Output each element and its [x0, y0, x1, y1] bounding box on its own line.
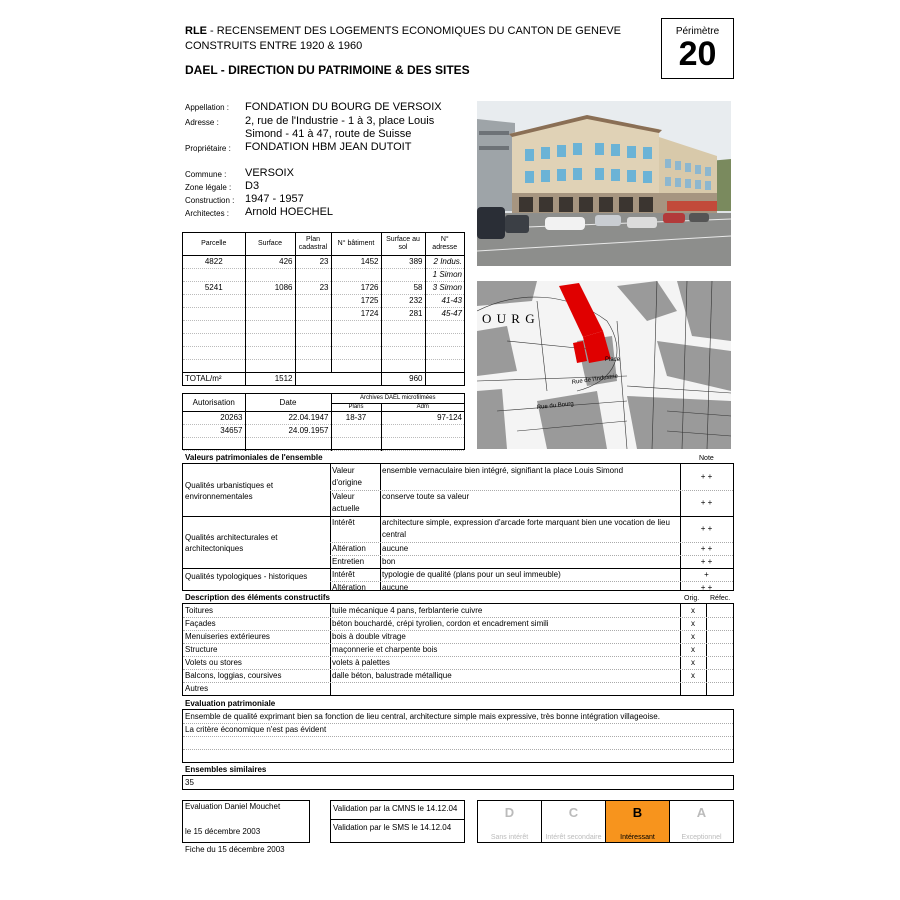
- rating-label: Exceptionnel: [681, 834, 722, 841]
- auth-cell-plans: [331, 424, 381, 437]
- description-text: volets à palettes: [332, 658, 390, 667]
- table-row: [183, 307, 464, 320]
- parcel-cell-surface: [245, 307, 295, 320]
- column-divider: [330, 464, 331, 590]
- rating-label: Intéressant: [620, 834, 655, 841]
- rating-label: Sans intérêt: [490, 834, 529, 841]
- parcel-cell-batiment: [331, 346, 381, 359]
- description-orig: x: [691, 671, 695, 680]
- valeurs-note: +: [704, 569, 709, 579]
- valeurs-sub-label: Intérêt: [332, 570, 355, 579]
- auth-cell-plans: 18-37: [331, 411, 381, 424]
- rating-letter: B: [632, 805, 643, 820]
- valeurs-text: architecture simple, expression d'arcade forte marquant bien une vocation de lieu central: [382, 518, 670, 539]
- rating-cell-d: [478, 801, 542, 842]
- ensembles-box: [182, 775, 734, 790]
- map-label-bourg: Rue du Bourg: [536, 401, 575, 411]
- parcel-cell-adresse: 3 Simon: [425, 281, 464, 294]
- parcel-cell-plan: [295, 294, 331, 307]
- description-text: tuile mécanique 4 pans, ferblanterie cuivre: [332, 606, 483, 615]
- auth-cell-adm: [381, 424, 464, 437]
- parcel-cell-batiment: 1452: [331, 255, 381, 268]
- valeurs-text: aucune: [382, 544, 409, 553]
- description-label: Toitures: [185, 606, 214, 615]
- valeurs-note: + +: [700, 556, 713, 566]
- parcel-cell-parcelle: [183, 320, 245, 333]
- parcel-cell-batiment: 1725: [331, 294, 381, 307]
- architectes-value: Arnold HOECHEL: [245, 206, 334, 218]
- parcel-cell-batiment: [331, 268, 381, 281]
- parcel-cell-parcelle: [183, 307, 245, 320]
- parcel-cell-sol: [381, 359, 425, 372]
- rating-label: Intérêt secondaire: [545, 834, 602, 841]
- parcel-cell-plan: [295, 268, 331, 281]
- building-photo: [477, 101, 731, 266]
- parcel-header-batiment: N° bâtiment: [331, 233, 381, 255]
- valeurs-text: aucune: [382, 583, 409, 592]
- cadastral-map-drawing: [477, 281, 731, 449]
- parcel-cell-sol: 58: [381, 281, 425, 294]
- parcel-table: [182, 232, 465, 386]
- parcel-cell-plan: [295, 320, 331, 333]
- description-orig: x: [691, 619, 695, 628]
- parcel-total-empty: [295, 372, 331, 385]
- map-label-place: Place: [605, 357, 621, 363]
- description-orig: x: [691, 606, 695, 615]
- table-row: [183, 268, 464, 281]
- fiche-date: Fiche du 15 décembre 2003: [185, 845, 285, 854]
- parcel-cell-surface: [245, 346, 295, 359]
- valeurs-note: + +: [700, 543, 713, 553]
- auth-header-adm: Adm: [381, 403, 464, 411]
- valeurs-text: bon: [382, 557, 396, 566]
- commune-label: Commune :: [185, 170, 227, 179]
- valeurs-note: + +: [700, 498, 713, 507]
- auth-header-date: Date: [245, 394, 331, 411]
- description-text: dalle béton, balustrade métallique: [332, 671, 452, 680]
- rating-letter: A: [696, 805, 707, 820]
- validation-sms: Validation par le SMS le 14.12.04: [333, 823, 452, 832]
- valeurs-note-label: Note: [699, 455, 714, 462]
- description-title: Description des éléments constructifs: [185, 593, 330, 602]
- header-subtitle: CONSTRUITS ENTRE 1920 & 1960: [185, 40, 363, 52]
- auth-rows: [183, 411, 464, 450]
- valeurs-group-label: Qualités typologiques - historiques: [185, 572, 308, 581]
- perimetre-label: Périmètre: [675, 26, 720, 37]
- valeurs-sub-label: Altération: [332, 544, 366, 553]
- row-divider: [183, 643, 733, 644]
- table-row: [183, 255, 464, 268]
- parcel-cell-sol: [381, 333, 425, 346]
- description-text: maçonnerie et charpente bois: [332, 645, 438, 654]
- parcel-header-parcelle: Parcelle: [183, 233, 245, 255]
- architectes-label: Architectes :: [185, 209, 230, 218]
- ensembles-value: 35: [185, 778, 194, 787]
- valeurs-title: Valeurs patrimoniales de l'ensemble: [185, 453, 323, 462]
- column-divider: [380, 464, 381, 590]
- auth-cell-empty: [381, 437, 464, 450]
- construction-label: Construction :: [185, 196, 235, 205]
- parcel-cell-batiment: [331, 359, 381, 372]
- parcel-cell-sol: 281: [381, 307, 425, 320]
- evaluation-signature-box: [182, 800, 310, 843]
- description-orig-label: Orig.: [684, 595, 700, 602]
- rating-cell-a: [670, 801, 733, 842]
- parcel-cell-surface: 426: [245, 255, 295, 268]
- parcel-cell-plan: [295, 346, 331, 359]
- parcel-rows: [183, 255, 464, 372]
- table-row: [183, 359, 464, 372]
- perimetre-value: 20: [678, 35, 717, 73]
- auth-table: [182, 393, 465, 450]
- parcel-total-label: TOTAL/m²: [183, 372, 245, 385]
- auth-cell-empty: [331, 437, 381, 450]
- parcel-cell-plan: [295, 307, 331, 320]
- row-divider: [183, 656, 733, 657]
- parcel-total-empty: [425, 372, 464, 385]
- parcel-cell-surface: [245, 320, 295, 333]
- description-label: Volets ou stores: [185, 658, 242, 667]
- adresse-line-2: Simond - 41 à 47, route de Suisse: [245, 128, 412, 140]
- parcel-cell-parcelle: 5241: [183, 281, 245, 294]
- appellation-label: Appellation :: [185, 103, 230, 112]
- rle-label: RLE: [185, 25, 207, 37]
- valeurs-text: conserve toute sa valeur: [382, 492, 470, 501]
- row-divider: [183, 682, 733, 683]
- rating-cell-c: [542, 801, 606, 842]
- parcel-total-surface: 1512: [245, 372, 295, 385]
- valeurs-note: + +: [700, 582, 713, 592]
- parcel-cell-adresse: [425, 333, 464, 346]
- description-text: bois à double vitrage: [332, 632, 406, 641]
- description-label: Autres: [185, 684, 209, 693]
- description-label: Menuiseries extérieures: [185, 632, 270, 641]
- header-title: [185, 25, 621, 37]
- table-row: [183, 437, 464, 450]
- parcel-cell-adresse: 41-43: [425, 294, 464, 307]
- dael-title: DAEL - DIRECTION DU PATRIMOINE & DES SITES: [185, 63, 470, 77]
- map-label-ourg: O U R G: [482, 311, 536, 326]
- parcel-cell-surface: [245, 294, 295, 307]
- parcel-cell-adresse: 2 Indus.: [425, 255, 464, 268]
- parcel-cell-sol: [381, 346, 425, 359]
- auth-cell-empty: [183, 437, 245, 450]
- valeurs-group-label: Qualités urbanistiques et environnementales: [185, 481, 274, 501]
- auth-cell-empty: [245, 437, 331, 450]
- parcel-cell-adresse: 1 Simon: [425, 268, 464, 281]
- evaluation-line-1: Ensemble de qualité exprimant bien sa fonction de lieu central, architecture simple mais expressive, très bonne intégration villageoise.: [185, 712, 660, 721]
- valeurs-text: typologie de qualité (plans pour un seul immeuble): [382, 570, 561, 579]
- proprietaire-value: FONDATION HBM JEAN DUTOIT: [245, 141, 412, 153]
- valeurs-sub-label: Altération: [332, 583, 366, 592]
- auth-header-autorisation: Autorisation: [183, 394, 245, 411]
- description-refec-label: Réfec.: [710, 595, 731, 602]
- parcel-cell-adresse: 45-47: [425, 307, 464, 320]
- parcel-grid: [183, 233, 464, 385]
- auth-cell-autorisation: 34657: [183, 424, 245, 437]
- cadastral-map: [477, 281, 731, 449]
- table-row: [183, 411, 464, 424]
- parcel-header-sol: Surface au sol: [381, 233, 425, 255]
- parcel-total-empty: [331, 372, 381, 385]
- parcel-cell-batiment: 1724: [331, 307, 381, 320]
- valeurs-sub-label: Entretien: [332, 557, 365, 566]
- parcel-cell-parcelle: [183, 268, 245, 281]
- valeurs-group-label: Qualités architecturales et architectoniques: [185, 533, 278, 553]
- rle-text: - RECENSEMENT DES LOGEMENTS ECONOMIQUES DU CANTON DE GENEVE: [207, 25, 621, 37]
- auth-header-archives: Archives DAEL microfilmées: [331, 394, 464, 403]
- adresse-label: Adresse :: [185, 118, 219, 127]
- appellation-value: FONDATION DU BOURG DE VERSOIX: [245, 101, 442, 113]
- adresse-line-1: 2, rue de l'Industrie - 1 à 3, place Louis: [245, 115, 435, 127]
- ensembles-title: Ensembles similaires: [185, 765, 267, 774]
- construction-value: 1947 - 1957: [245, 193, 304, 205]
- valeurs-sub-label: Valeur d'origine: [332, 466, 362, 487]
- parcel-total-sol: 960: [381, 372, 425, 385]
- valeurs-text: ensemble vernaculaire bien intégré, signifiant la place Louis Simond: [382, 466, 624, 475]
- table-row: [183, 424, 464, 437]
- description-table: [182, 603, 734, 696]
- parcel-header-adresse: N° adresse: [425, 233, 464, 255]
- description-text: béton bouchardé, crépi tyrolien, cordon et encadrement simili: [332, 619, 549, 628]
- description-orig: x: [691, 645, 695, 654]
- parcel-cell-parcelle: 4822: [183, 255, 245, 268]
- parcel-cell-sol: 232: [381, 294, 425, 307]
- parcel-cell-plan: 23: [295, 255, 331, 268]
- validation-cmns: Validation par la CMNS le 14.12.04: [333, 804, 458, 813]
- rating-letter: D: [504, 805, 515, 820]
- parcel-cell-batiment: 1726: [331, 281, 381, 294]
- parcel-cell-batiment: [331, 320, 381, 333]
- parcel-cell-parcelle: [183, 346, 245, 359]
- auth-cell-autorisation: 20263: [183, 411, 245, 424]
- evaluation-box: [182, 709, 734, 763]
- auth-cell-date: 24.09.1957: [245, 424, 331, 437]
- description-label: Balcons, loggias, coursives: [185, 671, 282, 680]
- parcel-cell-adresse: [425, 320, 464, 333]
- eval-date: le 15 décembre 2003: [185, 827, 261, 836]
- building-photo-drawing: [477, 101, 731, 266]
- parcel-cell-adresse: [425, 346, 464, 359]
- rating-scale: [477, 800, 734, 843]
- commune-value: VERSOIX: [245, 167, 294, 179]
- evaluation-line-2: La critère économique n'est pas évident: [185, 725, 327, 734]
- description-orig: x: [691, 658, 695, 667]
- parcel-cell-parcelle: [183, 294, 245, 307]
- parcel-cell-surface: [245, 268, 295, 281]
- rating-letter: C: [568, 805, 579, 820]
- table-row: [183, 333, 464, 346]
- parcel-cell-plan: [295, 359, 331, 372]
- parcel-cell-plan: [295, 333, 331, 346]
- proprietaire-label: Propriétaire :: [185, 144, 231, 153]
- parcel-cell-surface: [245, 359, 295, 372]
- table-row: [183, 294, 464, 307]
- auth-cell-date: 22.04.1947: [245, 411, 331, 424]
- parcel-header-plan: Plan cadastral: [295, 233, 331, 255]
- description-label: Structure: [185, 645, 218, 654]
- valeurs-note: + +: [700, 472, 713, 481]
- map-label-industrie: Rue de l'Industrie: [571, 373, 619, 386]
- parcel-cell-parcelle: [183, 333, 245, 346]
- parcel-header-surface: Surface: [245, 233, 295, 255]
- eval-by: Evaluation Daniel Mouchet: [185, 802, 281, 811]
- table-row: [183, 346, 464, 359]
- parcel-cell-sol: 389: [381, 255, 425, 268]
- description-orig: x: [691, 632, 695, 641]
- description-label: Façades: [185, 619, 216, 628]
- zone-value: D3: [245, 180, 260, 192]
- valeurs-sub-label: Valeur actuelle: [332, 492, 360, 513]
- auth-header-plans: Plans: [331, 403, 381, 411]
- parcel-cell-parcelle: [183, 359, 245, 372]
- auth-cell-adm: 97-124: [381, 411, 464, 424]
- rating-cell-b: [606, 801, 670, 842]
- parcel-cell-surface: 1086: [245, 281, 295, 294]
- valeurs-sub-label: Intérêt: [332, 518, 355, 527]
- table-row: [183, 320, 464, 333]
- validation-box: [330, 800, 465, 843]
- parcel-cell-batiment: [331, 333, 381, 346]
- parcel-cell-sol: [381, 320, 425, 333]
- valeurs-table: [182, 463, 734, 591]
- parcel-cell-sol: [381, 268, 425, 281]
- table-row: [183, 281, 464, 294]
- valeurs-note: + +: [700, 524, 713, 533]
- parcel-cell-plan: 23: [295, 281, 331, 294]
- zone-label: Zone légale :: [185, 183, 232, 192]
- parcel-cell-surface: [245, 333, 295, 346]
- perimetre-box: [661, 18, 734, 79]
- evaluation-title: Evaluation patrimoniale: [185, 699, 276, 708]
- parcel-cell-adresse: [425, 359, 464, 372]
